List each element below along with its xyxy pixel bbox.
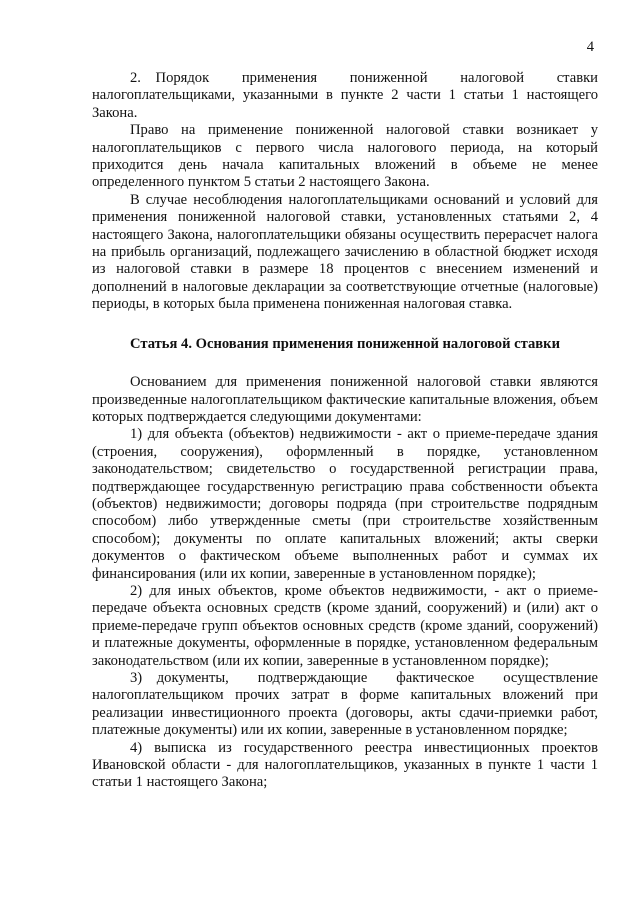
paragraph-right-to-apply: Право на применение пониженной налоговой ставки возникает у налогоплательщиков с первого числа налогового периода, на который приходится день начала капитальных вложений в объеме не менее определенного пунктом 5 статьи 2 настоящего Закона.: [92, 122, 598, 191]
list-item-other-objects: 2) для иных объектов, кроме объектов недвижимости, - акт о приеме-передаче объекта основных средств (кроме зданий, сооружений) и (или) акт о приеме-передаче групп объектов основных средств (кроме зданий, сооружений) и платежные документы, оформленные в порядке, установленном федеральным законодательством (или их копии, заверенные в установленном порядке);: [92, 582, 598, 669]
list-item-real-estate: 1) для объекта (объектов) недвижимости - акт о приеме-передаче здания (строения, сооружения), оформленный в порядке, установленном законодательством; свидетельство о государственной регистрации права, подтверждающее государственную регистрацию права собственности объекта (объектов) недвижимости; договоры подряда (при строительстве подрядным способом) либо утвержденные сметы (при строительстве хозяйственным способом); документы по оплате капитальных вложений; акты сверки документов о фактическом объеме выполненных работ и суммах их финансирования (или их копии, заверенные в установленном порядке);: [92, 426, 598, 582]
paragraph-recalculation: В случае несоблюдения налогоплательщиками оснований и условий для применения пониженной налоговой ставки, установленных статьями 2, 4 настоящего Закона, налогоплательщики обязаны осуществить перерасчет налога на прибыль организаций, подлежащего зачислению в областной бюджет исходя из налоговой ставки в размере 18 процентов с внесением изменений и дополнений в налоговые декларации за соответствующие отчетные (налоговые) периоды, в которых была применена пониженная налоговая ставка.: [92, 191, 598, 313]
page-number: 4: [586, 39, 594, 55]
paragraph-intro: Основанием для применения пониженной налоговой ставки являются произведенные налогоплательщиком фактические капитальные вложения, объем которых подтверждается следующими документами:: [92, 374, 598, 425]
document-body: [92, 70, 598, 792]
list-item-other-costs: 3) документы, подтверждающие фактическое осуществление налогоплательщиком прочих затрат в форме капитальных вложений при реализации инвестиционного проекта (договоры, акты сдачи-приемки работ, платежные документы) или их копии, заверенные в установленном порядке;: [92, 670, 598, 739]
paragraph-rate-procedure: 2. Порядок применения пониженной налоговой ставки налогоплательщиками, указанными в пункте 2 части 1 статьи 1 настоящего Закона.: [92, 70, 598, 121]
article-heading: Статья 4. Основания применения пониженной налоговой ставки: [130, 335, 560, 352]
list-item-register-extract: 4) выписка из государственного реестра инвестиционных проектов Ивановской области - для налогоплательщиков, указанных в пункте 1 части 1 статьи 1 настоящего Закона;: [92, 739, 598, 791]
